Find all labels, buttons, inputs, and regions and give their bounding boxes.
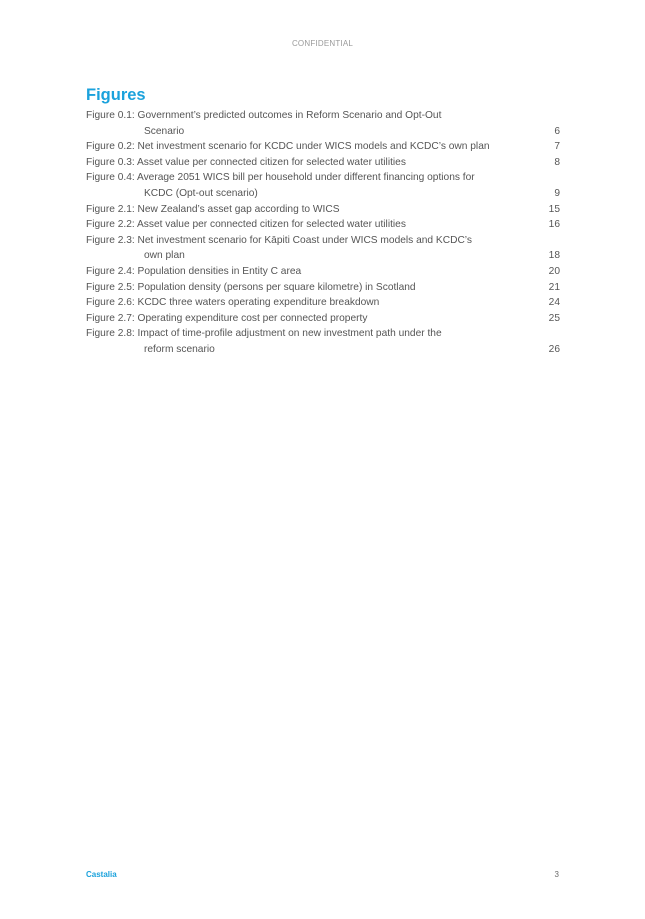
toc-entry[interactable]: [86, 233, 560, 264]
toc-entry[interactable]: [86, 311, 560, 327]
figures-list: [86, 108, 560, 358]
toc-entry[interactable]: [86, 202, 560, 218]
toc-entry[interactable]: [86, 217, 560, 233]
toc-entry-page: 24: [548, 297, 560, 309]
toc-entry-title: Figure 2.2: Asset value per connected citizen for selected water utilities: [86, 219, 406, 231]
toc-entry[interactable]: [86, 295, 560, 311]
toc-entry-page: 21: [548, 281, 560, 293]
toc-entry[interactable]: [86, 108, 560, 139]
toc-entry-title: Figure 2.5: Population density (persons per square kilometre) in Scotland: [86, 281, 416, 293]
toc-entry[interactable]: [86, 155, 560, 171]
toc-entry-title: Figure 2.4: Population densities in Entity C area: [86, 265, 302, 277]
confidential-header: CONFIDENTIAL: [291, 39, 354, 48]
toc-entry[interactable]: [86, 326, 560, 357]
toc-entry-title: Figure 2.3: Net investment scenario for Kāpiti Coast under WICS models and KCDC’s: [86, 234, 472, 246]
page-title: Figures: [86, 86, 146, 104]
toc-entry-title-continuation: KCDC (Opt-out scenario): [144, 187, 258, 199]
toc-entry-title: Figure 0.4: Average 2051 WICS bill per household under different financing options for: [86, 172, 475, 184]
toc-entry-page: 20: [548, 265, 560, 277]
toc-entry-title: Figure 2.7: Operating expenditure cost per connected property: [86, 312, 368, 324]
toc-entry-title: Figure 0.1: Government’s predicted outcomes in Reform Scenario and Opt-Out: [86, 110, 442, 121]
toc-entry[interactable]: [86, 139, 560, 155]
toc-entry-page: 6: [554, 125, 560, 137]
toc-entry-page: 18: [548, 250, 560, 262]
toc-entry-title: Figure 2.6: KCDC three waters operating expenditure breakdown: [86, 297, 380, 309]
toc-entry-title: Figure 2.8: Impact of time-profile adjustment on new investment path under the: [86, 328, 442, 340]
toc-entry-page: 9: [554, 187, 560, 199]
toc-entry-title-continuation: own plan: [144, 250, 185, 262]
toc-entry[interactable]: [86, 170, 560, 201]
toc-entry-title-continuation: Scenario: [144, 125, 185, 137]
page-number: 3: [554, 870, 559, 879]
toc-entry-title: Figure 2.1: New Zealand’s asset gap according to WICS: [86, 203, 340, 215]
toc-entry-title-continuation: reform scenario: [144, 343, 215, 355]
toc-entry[interactable]: [86, 264, 560, 280]
toc-entry-page: 16: [548, 219, 560, 231]
toc-entry-page: 15: [548, 203, 560, 215]
castalia-logo: Castalia: [86, 870, 117, 879]
toc-entry-title: Figure 0.3: Asset value per connected citizen for selected water utilities: [86, 156, 406, 168]
toc-entry[interactable]: [86, 280, 560, 296]
toc-entry-title: Figure 0.2: Net investment scenario for KCDC under WICS models and KCDC’s own plan: [86, 141, 490, 153]
toc-entry-page: 26: [548, 343, 560, 355]
toc-entry-page: 7: [554, 141, 560, 153]
toc-entry-page: 8: [554, 156, 560, 168]
toc-entry-page: 25: [548, 312, 560, 324]
